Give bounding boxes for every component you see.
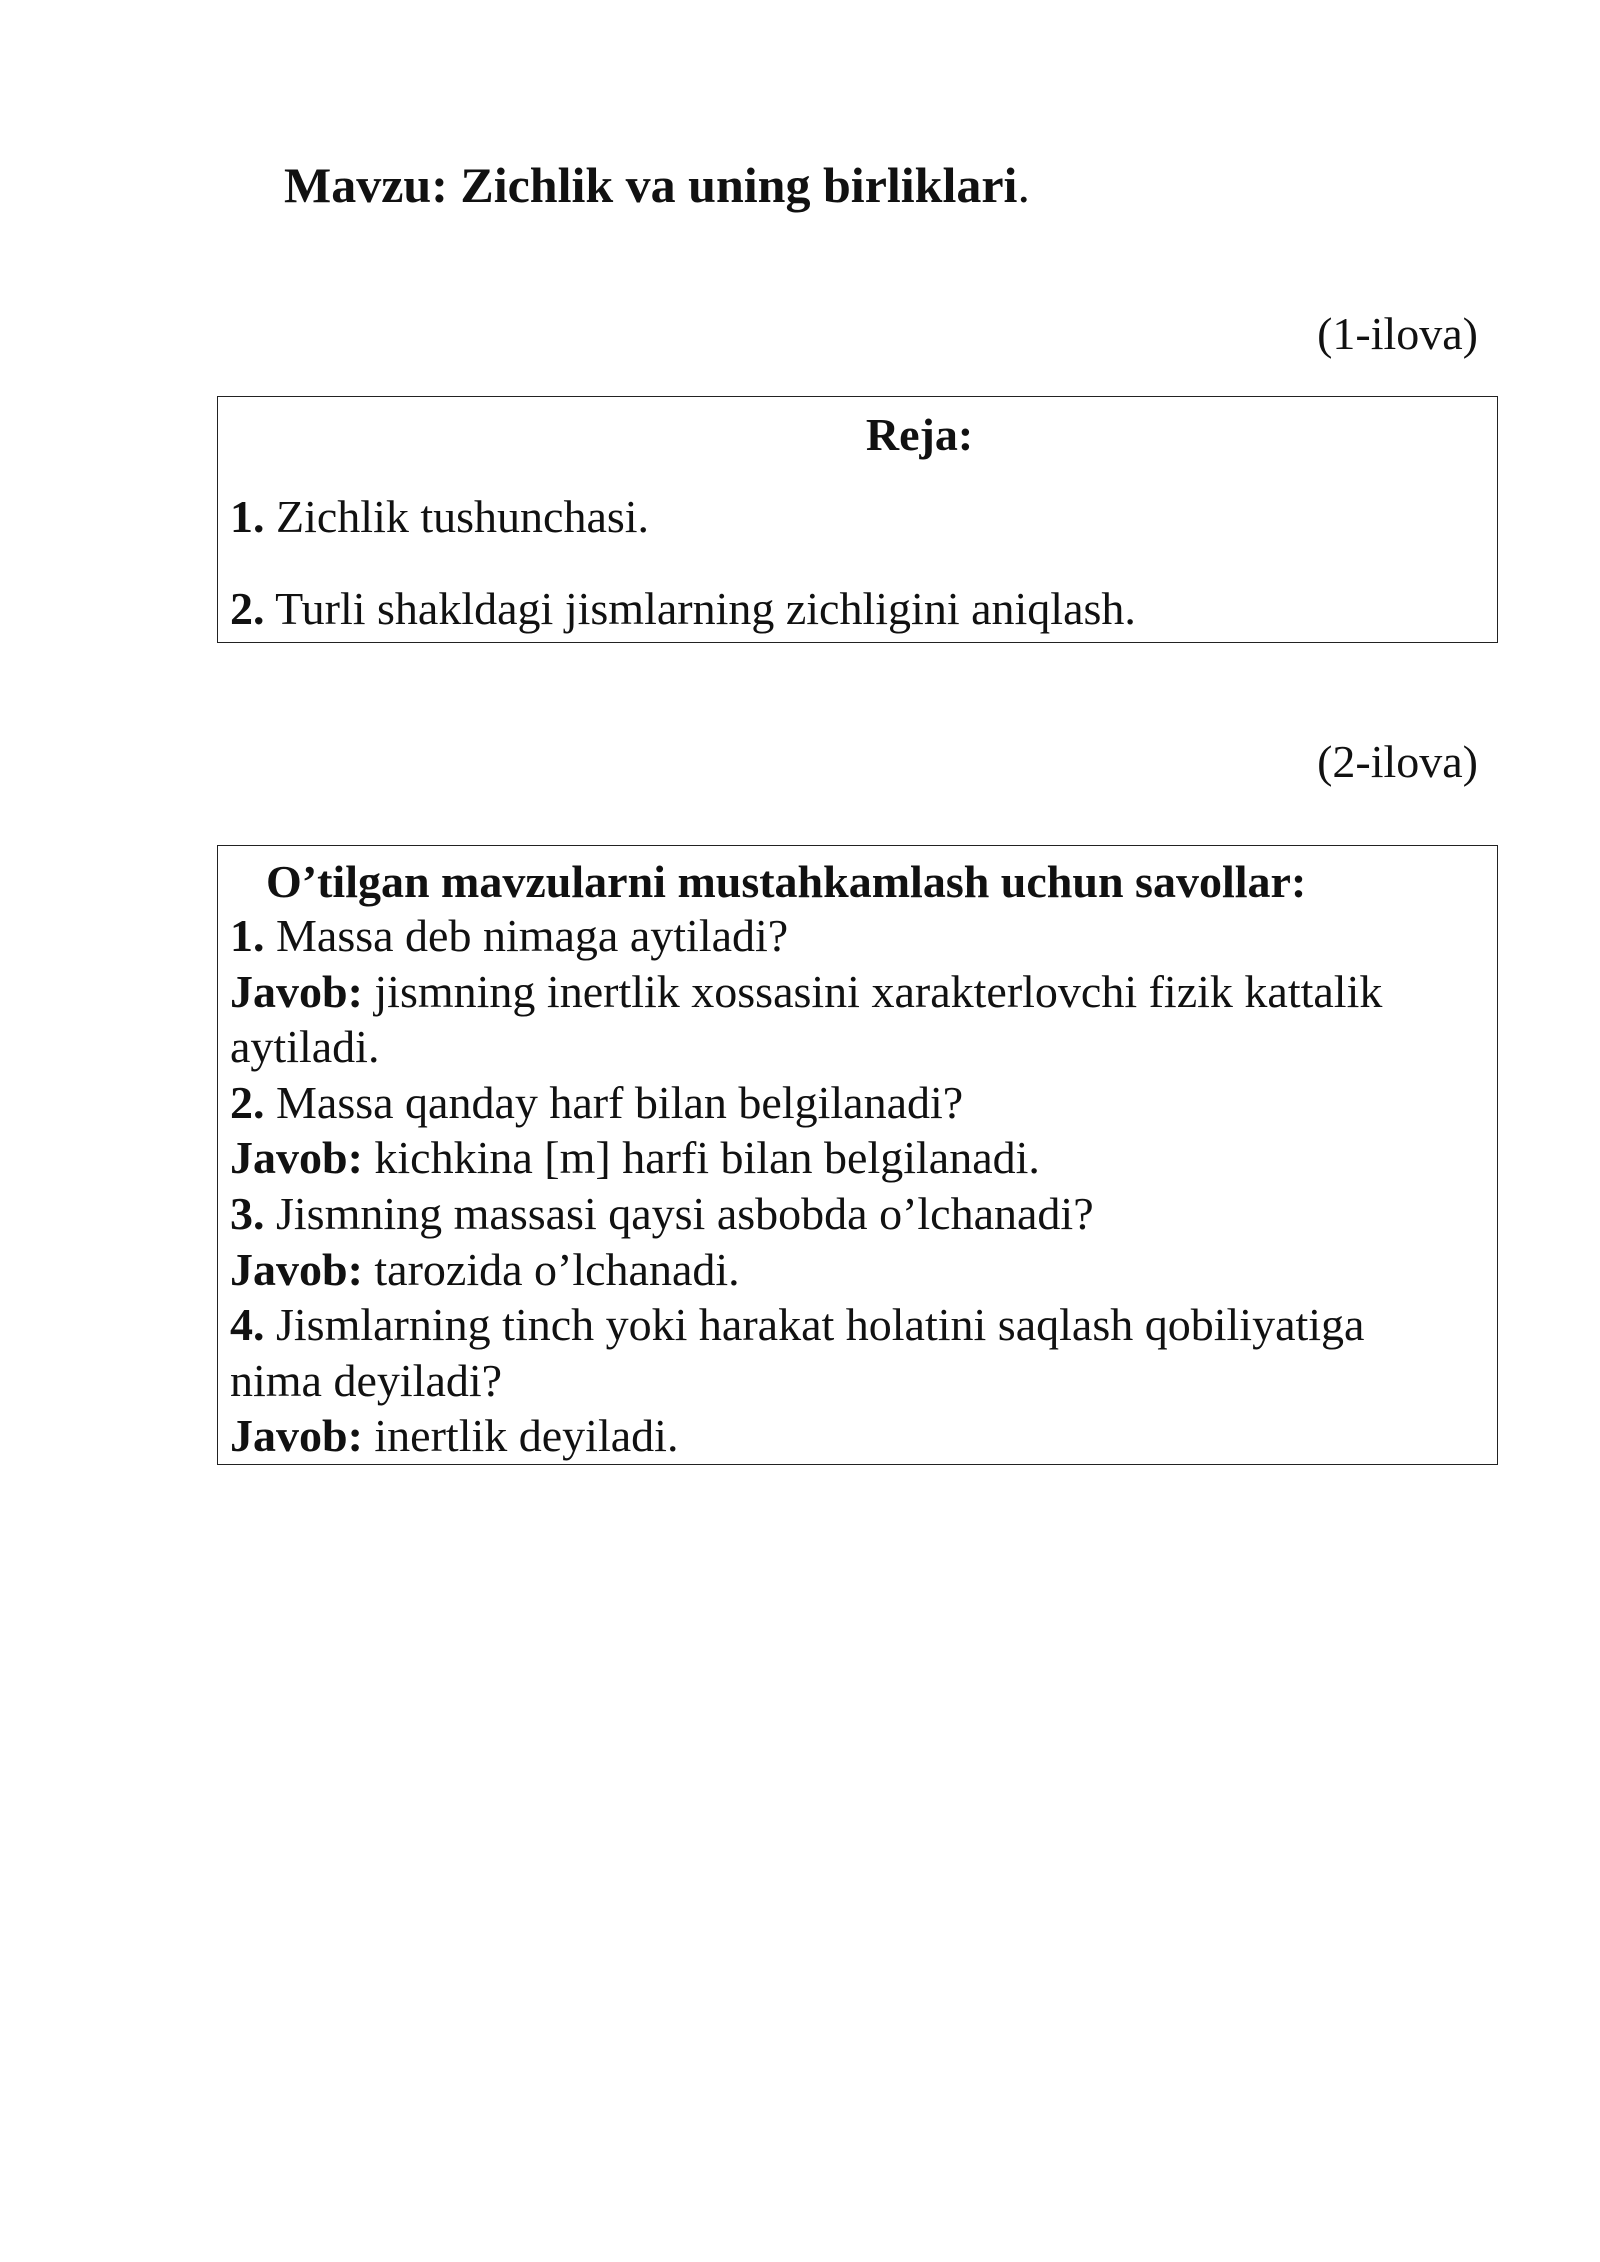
questions-list (230, 908, 1485, 1464)
answer-line (230, 1408, 1485, 1464)
plan-item (230, 489, 649, 545)
plan-box (217, 396, 1498, 643)
appendix-1-label: (1-ilova) (1317, 308, 1478, 359)
answer-label: Javob: (230, 1132, 363, 1184)
answer-label: Javob: (230, 965, 363, 1017)
line-text: inertlik deyiladi. (362, 1410, 679, 1462)
plan-item-text: Turli shakldagi jismlarning zichligini aniqlash. (264, 583, 1136, 634)
questions-box (217, 845, 1498, 1465)
questions-heading: O’tilgan mavzularni mustahkamlash uchun savollar: (266, 856, 1307, 907)
line-text: nima deyiladi? (230, 1354, 503, 1406)
question-line (230, 1353, 1485, 1409)
line-text: Jismlarning tinch yoki harakat holatini saqlash qobiliyatiga (264, 1299, 1365, 1351)
appendix-2-label: (2-ilova) (1317, 736, 1478, 787)
question-number: 1. (230, 910, 265, 961)
question-number: 3. (230, 1187, 265, 1239)
question-line (230, 1075, 1485, 1131)
line-text: aytiladi. (230, 1021, 380, 1073)
answer-line (230, 1242, 1485, 1298)
line-text: kichkina [m] harfi bilan belgilanadi. (362, 1132, 1040, 1184)
question-line (230, 1186, 1485, 1242)
answer-line (230, 964, 1485, 1020)
answer-label: Javob: (230, 1410, 363, 1462)
plan-item-text: Zichlik tushunchasi. (264, 491, 650, 542)
answer-label: Javob: (230, 1243, 363, 1295)
plan-heading: Reja: (865, 409, 974, 460)
question-line (230, 908, 1485, 964)
question-line (230, 1297, 1485, 1353)
line-text: tarozida o’lchanadi. (362, 1243, 740, 1295)
title-period: . (1017, 157, 1030, 213)
line-text: Massa qanday harf bilan belgilanadi? (264, 1076, 964, 1128)
page-title (284, 150, 1030, 220)
line-text: jismning inertlik xossasini xarakterlovchi fizik kattalik (362, 965, 1383, 1017)
plan-item (230, 581, 1136, 637)
answer-line (230, 1130, 1485, 1186)
question-number: 4. (230, 1299, 265, 1351)
line-text: Massa deb nimaga aytiladi? (264, 910, 789, 961)
plan-item-number: 2. (230, 583, 265, 634)
plan-item-number: 1. (230, 491, 265, 542)
question-number: 2. (230, 1076, 265, 1128)
title-text: Mavzu: Zichlik va uning birliklari (284, 157, 1018, 213)
question-line (230, 1019, 1485, 1075)
line-text: Jismning massasi qaysi asbobda o’lchanadi? (264, 1187, 1094, 1239)
